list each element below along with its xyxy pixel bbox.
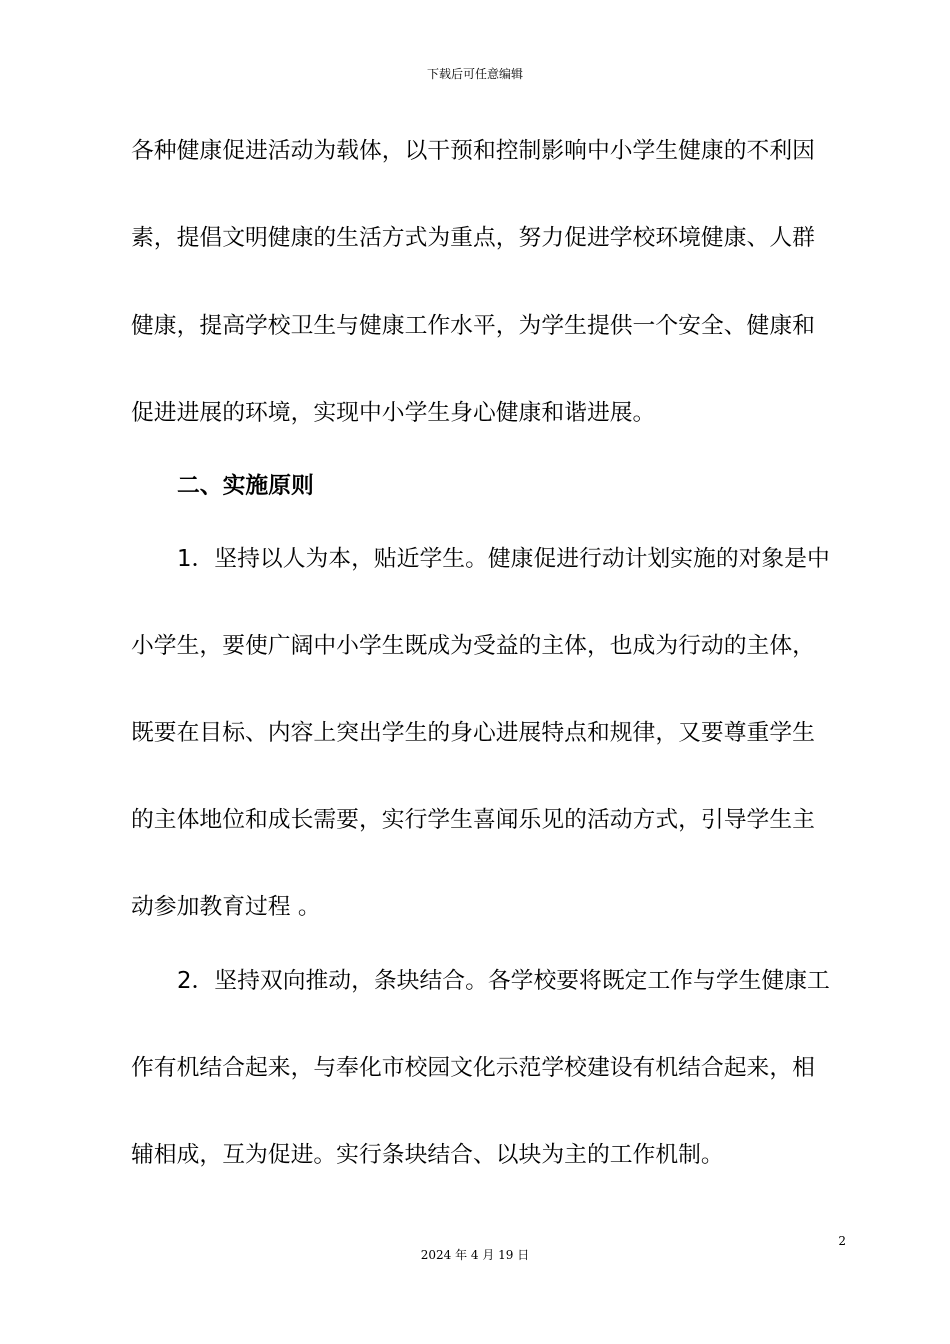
paragraph-line: 作有机结合起来，与奉化市校园文化示范学校建设有机结合起来，相 [131, 1055, 815, 1081]
paragraph-line: 健康，提高学校卫生与健康工作水平，为学生提供一个安全、健康和 [131, 313, 815, 339]
paragraph-line: 促进进展的环境，实现中小学生身心健康和谐进展。 [131, 400, 656, 426]
paragraph-line: 的主体地位和成长需要，实行学生喜闻乐见的活动方式，引导学生主 [131, 807, 815, 833]
section-heading: 二、实施原则 [177, 473, 314, 499]
page-number: 2 [838, 1234, 846, 1248]
paragraph-line: 动参加教育过程 。 [131, 894, 321, 920]
paragraph-line: 小学生，要使广阔中小学生既成为受益的主体，也成为行动的主体， [131, 633, 815, 659]
page-footer-date: 2024 年 4 月 19 日 [420, 1248, 530, 1262]
paragraph-line: 辅相成，互为促进。实行条块结合、以块为主的工作机制。 [131, 1142, 724, 1168]
page-header: 下载后可任意编辑 [426, 67, 523, 81]
paragraph-line: 2．坚持双向推动，条块结合。各学校要将既定工作与学生健康工 [177, 968, 830, 994]
paragraph-line: 各种健康促进活动为载体，以干预和控制影响中小学生健康的不利因 [131, 138, 815, 164]
paragraph-line: 1．坚持以人为本，贴近学生。健康促进行动计划实施的对象是中 [177, 546, 830, 572]
paragraph-line: 既要在目标、内容上突出学生的身心进展特点和规律，又要尊重学生 [131, 720, 815, 746]
paragraph-line: 素，提倡文明健康的生活方式为重点，努力促进学校环境健康、人群 [131, 225, 815, 251]
